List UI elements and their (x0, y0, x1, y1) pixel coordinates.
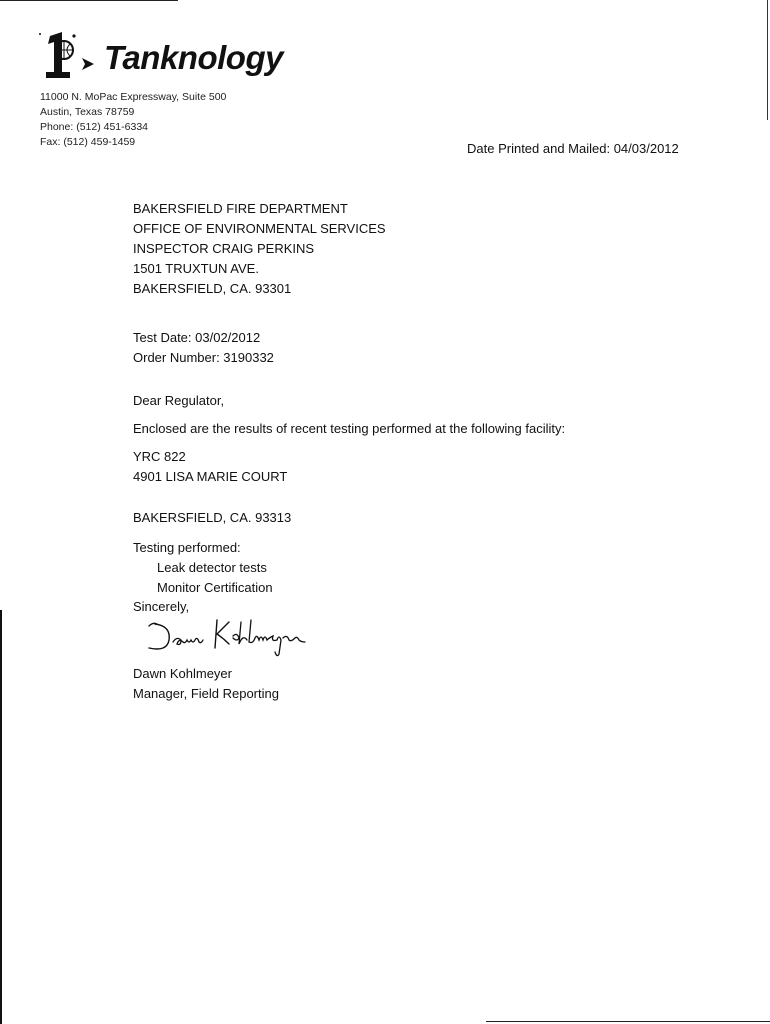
recipient-line: BAKERSFIELD, CA. 93301 (133, 281, 292, 296)
company-fax: Fax: (512) 459-1459 (40, 136, 136, 148)
handwritten-signature (143, 612, 318, 660)
facility-name: YRC 822 (133, 449, 186, 464)
facility-street: 4901 LISA MARIE COURT (133, 469, 288, 484)
scan-edge-left (0, 610, 2, 1024)
facility-info (133, 447, 287, 487)
order-number: Order Number: 3190332 (133, 350, 274, 365)
company-name: Tanknology (104, 39, 283, 76)
company-address-line: Austin, Texas 78759 (40, 106, 135, 118)
recipient-line: OFFICE OF ENVIRONMENTAL SERVICES (133, 221, 386, 236)
testing-performed (133, 538, 273, 598)
testing-item: Leak detector tests (157, 560, 267, 575)
intro-text: Enclosed are the results of recent testing performed at the following facility: (133, 421, 566, 436)
facility-city: BAKERSFIELD, CA. 93313 (133, 510, 292, 525)
signer-name: Dawn Kohlmeyer (133, 666, 232, 681)
signer-block (133, 664, 279, 704)
company-address (40, 90, 226, 150)
closing: Sincerely, (133, 599, 190, 614)
testing-item: Monitor Certification (157, 580, 273, 595)
test-info (133, 328, 274, 368)
scan-edge-right (767, 0, 768, 120)
salutation: Dear Regulator, (133, 393, 225, 408)
company-address-line: 11000 N. MoPac Expressway, Suite 500 (40, 91, 227, 103)
signer-title: Manager, Field Reporting (133, 686, 279, 701)
recipient-line: BAKERSFIELD FIRE DEPARTMENT (133, 201, 348, 216)
testing-heading: Testing performed: (133, 540, 241, 555)
recipient-address (133, 199, 386, 299)
recipient-line: 1501 TRUXTUN AVE. (133, 261, 259, 276)
scan-edge-top (0, 0, 178, 1)
recipient-line: INSPECTOR CRAIG PERKINS (133, 241, 315, 256)
tanknology-logo-icon (34, 28, 106, 84)
company-logo (34, 28, 283, 84)
date-printed: Date Printed and Mailed: 04/03/2012 (467, 141, 679, 156)
scan-edge-bottom (486, 1021, 770, 1022)
company-phone: Phone: (512) 451-6334 (40, 121, 148, 133)
test-date: Test Date: 03/02/2012 (133, 330, 261, 345)
